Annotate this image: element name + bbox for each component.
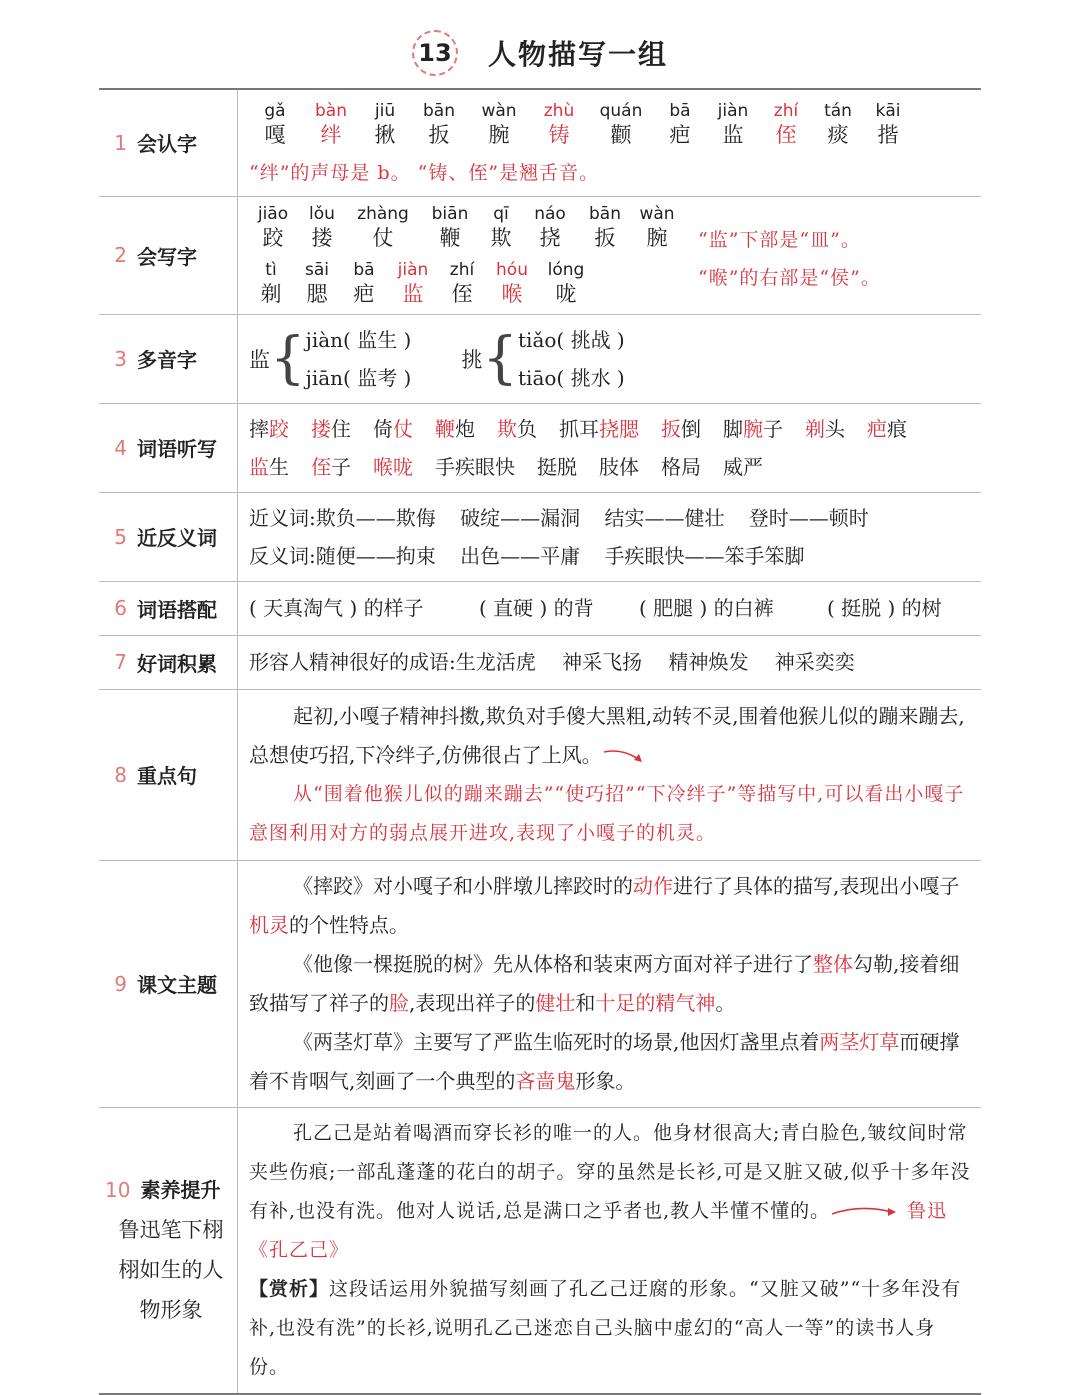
- text: ,表现出祥子的: [409, 990, 536, 1015]
- dictation-word: [559, 417, 639, 441]
- word-part: 鞭: [435, 416, 455, 441]
- dictation-word: [311, 417, 351, 441]
- word-part: 挺脱: [537, 454, 577, 479]
- synonym-line: 近义词:欺负——欺侮 破绽——漏洞 结实——健壮 登时——顿时: [249, 505, 869, 530]
- row-number: 6: [114, 596, 127, 620]
- pinyin: lǒu: [309, 204, 335, 224]
- key-sentence: [249, 697, 973, 775]
- hanzi: 扳: [428, 123, 450, 148]
- dictation-word: [867, 417, 907, 441]
- pinyin-char: [759, 100, 813, 148]
- dictation-word: [723, 455, 763, 479]
- word-part: 仗: [393, 416, 413, 441]
- pronunciation-note: “绊”的声母是 b。 “铸、侄”是翘舌音。: [249, 162, 600, 185]
- writing-note: “监”下部是“皿”。: [698, 228, 861, 251]
- word-part: 跤: [269, 416, 289, 441]
- word-list: [249, 410, 981, 448]
- pinyin-char: [297, 203, 347, 251]
- row-dictation: [99, 403, 981, 492]
- pinyin: gǎ: [264, 101, 286, 122]
- pinyin: tì: [265, 260, 277, 280]
- word-part: 欺: [497, 416, 517, 441]
- excerpt-passage: [249, 1114, 973, 1270]
- highlight: 机灵: [249, 912, 289, 937]
- theme-paragraph: [249, 867, 973, 945]
- pinyin-char: [631, 203, 683, 251]
- row-number: 1: [114, 130, 127, 155]
- hanzi: 鞭: [439, 226, 461, 250]
- pinyin-char: [419, 203, 481, 251]
- pinyin-char: [439, 259, 485, 307]
- pinyin: tán: [824, 101, 852, 122]
- pinyin: jiàn: [717, 101, 749, 122]
- word-part: 抓耳: [559, 416, 599, 441]
- hanzi: 揪: [374, 123, 396, 148]
- word-part: 子: [763, 416, 783, 441]
- pinyin: wàn: [639, 204, 675, 224]
- dictation-word: [723, 417, 783, 441]
- pinyin: zhù: [543, 101, 575, 122]
- row-label: 好词积累: [137, 651, 217, 676]
- pinyin-char: [521, 203, 579, 251]
- dictation-word: [661, 455, 701, 479]
- hanzi: 扳: [594, 226, 616, 250]
- collocation-item: ( 直硬 ) 的背: [479, 596, 594, 620]
- pinyin: lóng: [547, 260, 585, 280]
- row-synonyms: [99, 492, 981, 581]
- pinyin: bā: [353, 260, 375, 280]
- reading: tiāo( 挑水 ): [518, 365, 625, 390]
- pinyin-char: [589, 100, 653, 148]
- pinyin: zhí: [449, 260, 475, 280]
- pinyin-char: [249, 203, 297, 251]
- row-label: 课文主题: [137, 973, 217, 997]
- highlight: 吝啬鬼: [515, 1068, 576, 1093]
- row-literacy: [99, 1107, 981, 1394]
- hanzi: 嘎: [264, 123, 286, 148]
- pinyin-char: [485, 259, 539, 307]
- dictation-word: [599, 455, 639, 479]
- row-recognize-chars: [99, 89, 981, 196]
- reading: jiān( 监考 ): [305, 365, 412, 390]
- polyphonic-char: 挑: [461, 347, 483, 372]
- word-part: 炮: [455, 416, 475, 441]
- pinyin: bān: [589, 204, 621, 224]
- dictation-word: [661, 417, 701, 441]
- highlight: 整体: [813, 951, 853, 976]
- pinyin-char: [409, 100, 469, 148]
- excerpt-text: 孔乙己是站着喝酒而穿长衫的唯一的人。他身材很高大;青白脸色,皱纹间时常夹些伤痕;一部乱蓬蓬的花白的胡子。穿的虽然是长衫,可是又脏又破,似乎十多年没有补,也没有洗。他对人说话,总是满口之乎者也,教人半懂不懂的。: [249, 1121, 971, 1222]
- pinyin-char: [481, 203, 521, 251]
- pinyin-char: [301, 100, 361, 148]
- word-part: 剃: [805, 416, 825, 441]
- brace-icon: {: [482, 325, 519, 391]
- word-part: 肢体: [599, 454, 639, 479]
- pinyin: sāi: [305, 260, 329, 280]
- pinyin-char: [813, 100, 863, 148]
- study-table: [99, 88, 981, 1395]
- pinyin-char: [387, 259, 439, 307]
- row-number: 9: [114, 971, 127, 996]
- row-collocation: [99, 581, 981, 635]
- hanzi: 挠: [539, 226, 561, 250]
- pinyin-char: [347, 203, 419, 251]
- row-number: 3: [114, 346, 127, 371]
- row-sublabel: 鲁迅笔下栩: [118, 1218, 224, 1242]
- pinyin: zhí: [773, 101, 799, 122]
- pinyin-char-list: [249, 203, 981, 251]
- word-part: 头: [825, 416, 845, 441]
- dictation-word: [435, 455, 515, 479]
- collocation-item: ( 肥腿 ) 的白裤: [639, 596, 774, 620]
- pinyin-char: [469, 100, 529, 148]
- pinyin-char: [293, 259, 341, 307]
- hanzi: 剃: [260, 282, 282, 306]
- pinyin-char: [341, 259, 387, 307]
- row-write-chars: [99, 196, 981, 314]
- page-title: 人物描写一组: [487, 38, 668, 71]
- hanzi: 铸: [548, 123, 570, 148]
- hanzi: 疤: [669, 123, 691, 148]
- arrow-icon: [830, 1202, 900, 1222]
- pinyin-char: [707, 100, 759, 148]
- hanzi: 痰: [827, 123, 849, 148]
- row-good-words: [99, 635, 981, 689]
- word-part: 痕: [887, 416, 907, 441]
- pinyin-char: [361, 100, 409, 148]
- hanzi: 颧: [610, 123, 632, 148]
- hanzi: 搂: [311, 226, 333, 250]
- arrow-icon: [602, 746, 646, 766]
- excerpt-source: 鲁迅《孔乙己》: [249, 1199, 948, 1261]
- word-part: 生: [269, 454, 289, 479]
- text: 《他像一棵挺脱的树》先从体格和装束两方面对祥子进行了: [293, 951, 813, 976]
- pinyin: biān: [431, 204, 469, 224]
- row-number: 10: [105, 1178, 131, 1202]
- pinyin: jiāo: [257, 204, 289, 224]
- row-sublabel: 物形象: [139, 1298, 203, 1322]
- dictation-word: [805, 417, 845, 441]
- word-part: 疤: [867, 416, 887, 441]
- pinyin: qī: [493, 204, 509, 224]
- idiom-list: 形容人精神很好的成语:生龙活虎 神采飞扬 精神焕发 神采奕奕: [249, 650, 855, 674]
- highlight: 十足的精气神: [595, 990, 716, 1015]
- text: 《摔跤》对小嘎子和小胖墩儿摔跤时的: [293, 873, 633, 898]
- row-number: 8: [114, 762, 127, 787]
- text: 进行了具体的描写,表现出小嘎子: [673, 873, 960, 898]
- pinyin: bàn: [315, 101, 347, 122]
- pinyin: bā: [669, 101, 691, 122]
- word-part: 倒: [681, 416, 701, 441]
- hanzi: 腕: [488, 123, 510, 148]
- row-label: 重点句: [137, 764, 197, 788]
- row-number: 7: [114, 650, 127, 674]
- row-label: 词语听写: [137, 437, 217, 461]
- row-label: 素养提升: [140, 1178, 221, 1202]
- row-number: 5: [114, 524, 127, 549]
- text: 和: [575, 990, 596, 1015]
- hanzi: 咙: [555, 282, 577, 306]
- row-label: 会认字: [137, 132, 197, 157]
- hanzi: 跤: [262, 226, 284, 250]
- hanzi: 腮: [306, 282, 328, 306]
- word-part: 搂: [311, 416, 331, 441]
- analysis-text: 这段话运用外貌描写刻画了孔乙己迂腐的形象。“又脏又破”“十多年没有补,也没有洗”的长衫,说明孔乙己迷恋自己头脑中虚幻的“高人一等”的读书人身份。: [249, 1277, 962, 1378]
- excerpt-analysis: [249, 1270, 973, 1387]
- word-part: 侄: [311, 454, 331, 479]
- pinyin-char-list: [249, 100, 981, 148]
- hanzi: 监: [722, 123, 744, 148]
- reading: tiǎo( 挑战 ): [518, 327, 625, 352]
- row-sublabel: 栩如生的人: [118, 1258, 224, 1282]
- dictation-word: [497, 417, 537, 441]
- word-list: [249, 448, 981, 486]
- collocation-item: ( 天真淘气 ) 的样子: [249, 596, 424, 620]
- row-label: 词语搭配: [137, 597, 217, 622]
- pinyin: bān: [423, 101, 455, 122]
- hanzi: 侄: [775, 123, 797, 148]
- antonym-line: 反义词:随便——拘束 出色——平庸 手疾眼快——笨手笨脚: [249, 543, 805, 568]
- theme-paragraph: [249, 945, 973, 1023]
- theme-paragraph: [249, 1023, 973, 1101]
- dictation-word: [537, 455, 577, 479]
- pinyin-char: [249, 259, 293, 307]
- hanzi: 腕: [646, 226, 668, 250]
- dictation-word: [435, 417, 475, 441]
- row-number: 2: [114, 243, 127, 267]
- pinyin: jiū: [374, 101, 396, 122]
- row-theme: [99, 860, 981, 1107]
- dictation-word: [373, 455, 413, 479]
- word-part: 倚: [373, 416, 393, 441]
- writing-note: “喉”的右部是“侯”。: [698, 266, 881, 289]
- key-sentence-text: 起初,小嘎子精神抖擞,欺负对手傻大黑粗,动转不灵,围着他猴儿似的蹦来蹦去,总想使巧招,下冷绊子,仿佛很占了上风。: [249, 703, 965, 767]
- pinyin-char: [529, 100, 589, 148]
- text: 《两茎灯草》主要写了严监生临死时的场景,他因灯盏里点着: [293, 1029, 820, 1054]
- page-header: [0, 26, 1080, 80]
- pinyin: kāi: [875, 101, 901, 122]
- pinyin-char: [653, 100, 707, 148]
- collocation-item: ( 挺脱 ) 的树: [827, 596, 942, 620]
- hanzi: 欺: [490, 226, 512, 250]
- highlight: 脸: [389, 990, 409, 1015]
- hanzi: 侄: [451, 282, 473, 306]
- row-label: 会写字: [137, 244, 197, 269]
- text: 的个性特点。: [289, 912, 409, 937]
- hanzi: 疤: [353, 282, 375, 306]
- pinyin: hóu: [496, 260, 528, 280]
- word-part: 喉咙: [373, 454, 413, 479]
- word-part: 挠腮: [599, 416, 639, 441]
- word-part: 格局: [661, 454, 701, 479]
- hanzi: 绊: [320, 123, 342, 148]
- dictation-word: [373, 417, 413, 441]
- sentence-analysis: 从“围着他猴儿似的蹦来蹦去”“使巧招”“下冷绊子”等描写中,可以看出小嘎子意图利用对方的弱点展开进攻,表现了小嘎子的机灵。: [249, 782, 965, 844]
- hanzi: 仗: [372, 226, 394, 250]
- analysis-tag: 【赏析】: [249, 1277, 330, 1300]
- word-part: 负: [517, 416, 537, 441]
- row-label: 近反义词: [137, 526, 217, 550]
- word-part: 子: [331, 454, 351, 479]
- pinyin: jiàn: [397, 260, 429, 280]
- highlight: 两茎灯草: [819, 1029, 900, 1054]
- row-label: 多音字: [137, 348, 197, 372]
- word-part: 监: [249, 454, 269, 479]
- reading: jiàn( 监生 ): [305, 327, 412, 352]
- text: 。: [715, 990, 736, 1015]
- highlight: 动作: [633, 873, 673, 898]
- word-part: 脚: [723, 416, 743, 441]
- word-part: 威严: [723, 454, 763, 479]
- hanzi: 揩: [877, 123, 899, 148]
- pinyin: quán: [599, 101, 643, 122]
- row-key-sentence: [99, 689, 981, 860]
- dictation-word: [249, 417, 289, 441]
- brace-icon: {: [270, 325, 306, 391]
- word-part: 手疾眼快: [435, 454, 515, 479]
- hanzi: 监: [402, 282, 424, 306]
- pinyin: náo: [534, 204, 566, 224]
- row-polyphonic: [99, 314, 981, 403]
- word-part: 摔: [249, 416, 269, 441]
- pinyin: zhàng: [357, 204, 409, 224]
- highlight: 健壮: [535, 990, 576, 1015]
- dictation-word: [249, 455, 289, 479]
- hanzi: 喉: [501, 282, 523, 306]
- dictation-word: [311, 455, 351, 479]
- pinyin-char: [249, 100, 301, 148]
- lesson-number-badge: 13: [412, 30, 458, 76]
- text: 形象。: [575, 1068, 636, 1093]
- word-part: 扳: [661, 416, 681, 441]
- word-part: 住: [331, 416, 351, 441]
- text: 勾勒,接着细致描写了祥子的: [249, 951, 960, 1015]
- row-number: 4: [114, 435, 127, 460]
- pinyin: wàn: [481, 101, 517, 122]
- pinyin-char: [579, 203, 631, 251]
- text: 而硬撑着不肯咽气,刻画了一个典型的: [249, 1029, 960, 1093]
- pinyin-char: [863, 100, 913, 148]
- pinyin-char: [539, 259, 593, 307]
- polyphonic-char: 监: [249, 347, 270, 372]
- word-part: 腕: [743, 416, 763, 441]
